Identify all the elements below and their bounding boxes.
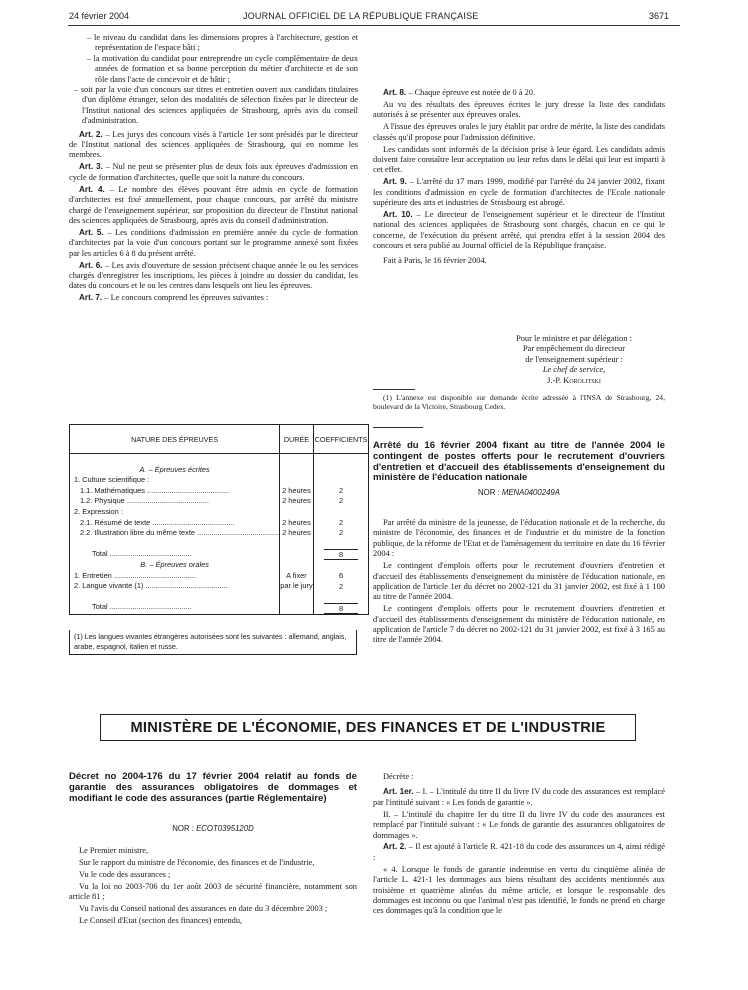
list-item: – le niveau du candidat dans les dimensions propres à l'architecture, gestion et représentation de l'espace bâti ;: [87, 33, 358, 53]
article-8: Art. 8. – Chaque épreuve est notée de 0 à 20.: [383, 88, 536, 97]
paragraph: Par arrêté du ministre de la jeunesse, de l'éducation nationale et de la recherche, du ministre de l'économie, des finances et de l'industrie et du ministre de la fonction publique, de la réforme de l'Etat et de l'aménagement du territoire en date du 16 février 2004 :: [373, 518, 665, 559]
table-cell-coef: [314, 454, 369, 465]
table-cell-duree: [280, 560, 312, 571]
page-header: [0, 7, 748, 23]
table-cell-nature: 1. Entretien ........................................: [74, 570, 196, 580]
table-cell-duree: 2 heures: [282, 528, 311, 538]
signature-block: [492, 334, 656, 386]
table-cell-coef: 2: [338, 581, 344, 591]
paragraph: Vu l'avis du Conseil national des assurances en date du 3 décembre 2003 ;: [79, 904, 328, 914]
table-cell-coef: 6: [338, 570, 344, 580]
article-5: Art. 5. – Les conditions d'admission en première année du cycle de formation d'architectes par la voie d'un concours portant sur le programme annexé sont fixées par les articles 6 à 8 du présent arrêté.: [69, 227, 358, 258]
table-cell-duree: [280, 454, 312, 465]
paragraph: Au vu des résultats des épreuves écrites le jury dresse la liste des candidats autorisés à se présenter aux épreuves orales.: [373, 99, 665, 120]
paragraph: « 4. Lorsque le fonds de garantie indemnise en vertu du cinquième alinéa de l'article L. 421-1 les dommages aux biens résultant des accidents mentionnés aux troisième et quatrième alinéas du même article, et lorsque le responsable des dommages est inconnu ou que l'animal n'est pas identifié, le fonds ne prend en charge ces dommages qu'à la condition que le: [373, 864, 665, 916]
table-cell-duree: [280, 539, 312, 550]
table-cell-duree: [280, 592, 312, 603]
table-header-duree: DURÉE: [280, 425, 313, 454]
exam-table: [69, 424, 369, 615]
arrete-body: [373, 518, 665, 647]
left-column-text: [69, 33, 358, 305]
table-cell-coef: 2: [338, 517, 344, 527]
table-cell-nature: [70, 592, 279, 603]
table-cell-coef: [314, 475, 369, 486]
table-cell-nature: A. – Épreuves écrites: [139, 464, 210, 474]
right-column-text: [373, 88, 665, 268]
table-cell-duree: [280, 507, 312, 518]
annex-note: (1) L'annexe est disponible sur demande écrite adressée à l'INSA de Strasbourg, 24, boulevard de la Victoire, Strasbourg Cedex.: [373, 393, 665, 412]
article-2: Art. 2. – Les jurys des concours visés à l'article 1er sont présidés par le directeur de l'Institut national des sciences appliquées de Strasbourg, qui en nomme les membres.: [69, 129, 358, 160]
decret-body: [69, 846, 357, 928]
article-2-decret: Art. 2. – Il est ajouté à l'article R. 421-18 du code des assurances un 4, ainsi rédigé :: [373, 842, 665, 862]
article-9: Art. 9. – L'arrêté du 17 mars 1999, modifié par l'arrêté du 24 janvier 2002, fixant les conditions d'admission en cycle de formation d'architectes de l'Ecole nationale supérieure des arts et industries de Strasbourg est abrogé.: [373, 177, 665, 208]
header-journal-title: JOURNAL OFFICIEL DE LA RÉPUBLIQUE FRANÇAISE: [243, 11, 479, 21]
decret-right-body: [373, 772, 665, 918]
table-cell-duree: [280, 549, 312, 560]
paragraph: Les candidats sont informés de la décision prise à leur égard. Les candidats admis doivent faire connaître leur acceptation ou leur refus dans le délai qui leur est imparti à cet effet.: [373, 144, 665, 175]
signed-at: Fait à Paris, le 16 février 2004.: [383, 255, 487, 265]
paragraph: Le Conseil d'Etat (section des finances) entendu,: [79, 915, 243, 925]
article-3: Art. 3. – Nul ne peut se présenter plus de deux fois aux épreuves d'admission en cycle de formation d'architectes, quelle que soit la nature du concours.: [69, 162, 358, 182]
table-cell-coef: [314, 592, 369, 603]
table-cell-coef: 2: [338, 496, 344, 506]
table-header-coefficients: COEFFICIENTS: [313, 425, 369, 454]
paragraph: Le contingent d'emplois offerts pour le recrutement d'ouvriers d'entretien et d'accueil des établissements d'enseignement du ministère de l'éducation nationale, en application de l'article 1er du décret no 2002-121 du 31 janvier 2002, est fixé à 1 100 au titre de l'année 2004.: [373, 561, 665, 602]
table-cell-coef: 8: [324, 549, 359, 560]
table-header-nature: NATURE DES ÉPREUVES: [70, 425, 280, 454]
table-cell-coef: [314, 539, 369, 550]
duree-column: [280, 454, 312, 613]
header-date: 24 février 2004: [69, 11, 130, 21]
article-6: Art. 6. – Les avis d'ouverture de session précisent chaque année le ou les services chargés d'enregistrer les inscriptions, les pièces à joindre au dossier du candidat, les dates du concours et le ou les centres dans lesquels ont lieu les épreuves.: [69, 260, 358, 291]
article-4: Art. 4. – Le nombre des élèves pouvant être admis en cycle de formation d'architectes est fixé annuellement, pour chaque concours, par arrêté du ministre chargé de l'enseignement supérieur, sur proposition du directeur de l'Institut national des sciences appliquées de Strasbourg, après avis du conseil d'administration.: [69, 184, 358, 225]
article-7: Art. 7. – Le concours comprend les épreuves suivantes :: [79, 293, 269, 303]
table-cell-coef: 2: [338, 485, 344, 495]
table-cell-nature: [70, 539, 279, 550]
signature-line: Par empêchement du directeur: [522, 344, 626, 354]
table-cell-nature: 1.2. Physique ........................................: [80, 496, 209, 506]
table-cell-coef: [314, 465, 369, 476]
table-cell-duree: [280, 475, 312, 486]
list-item: – la motivation du candidat pour entreprendre un cycle complémentaire de deux années de formation et sa bonne perception du métier d'architecte et de son rôle dans l'acte de concevoir et de bâtir ;: [87, 53, 358, 84]
paragraph: Sur le rapport du ministre de l'économie, des finances et de l'industrie,: [79, 857, 315, 867]
table-cell-nature: 2. Expression :: [74, 506, 123, 516]
table-cell-nature: B. – Épreuves orales: [140, 559, 209, 569]
paragraph: Le contingent d'emplois offerts pour le recrutement d'ouvriers d'entretien et d'accueil des établissements d'enseignement du ministère de l'éducation nationale, en application de l'article 7 du décret no 2002-121 du 31 janvier 2002, est fixé à 3 165 au titre de l'année 2004.: [373, 604, 665, 645]
table-cell-duree: 2 heures: [282, 485, 311, 495]
table-cell-nature: Total ........................................: [92, 602, 192, 612]
nature-column: [70, 454, 279, 613]
signature-line: de l'enseignement supérieur :: [525, 354, 623, 364]
header-rule: [68, 25, 680, 26]
table-cell-nature: 1.1. Mathématiques ........................................: [80, 485, 230, 495]
table-cell-nature: 1. Culture scientifique :: [74, 475, 150, 485]
arrete-nor: NOR : MENA0400249A: [478, 488, 560, 497]
table-cell-coef: [314, 560, 369, 571]
decrete-heading: Décrète :: [383, 772, 414, 781]
paragraph: A l'issue des épreuves orales le jury établit par ordre de mérite, la liste des candidats classés qu'il propose pour l'admission définitive.: [373, 122, 665, 142]
table-cell-duree: [280, 465, 312, 476]
arrete-title: Arrêté du 16 février 2004 fixant au titre de l'année 2004 le contingent de postes offerts pour le recrutement d'ouvriers d'entretien et d'accueil des établissements d'enseignement du ministère de l'éducation nationale: [373, 440, 665, 484]
table-cell-duree: [280, 602, 312, 613]
table-cell-nature: Total ........................................: [92, 549, 192, 559]
table-cell-nature: 2. Langue vivante (1) ........................................: [74, 581, 228, 591]
table-cell-duree: par le jury: [280, 581, 313, 591]
signature-line: Le chef de service,: [542, 365, 606, 375]
article-10: Art. 10. – Le directeur de l'enseignement supérieur et le directeur de l'Institut national des sciences appliquées de Strasbourg sont chargés, chacun en ce qui le concerne, de l'exécution du présent arrêté, qui prendra effet à la session 2004 des concours et sera publié au Journal officiel de la République française.: [373, 209, 665, 251]
decret-nor: NOR : ECOT0395120D: [172, 824, 254, 833]
table-cell-coef: 8: [324, 603, 359, 614]
coef-column: [314, 454, 369, 614]
paragraph: Vu la loi no 2003-706 du 1er août 2003 de sécurité financière, notamment son article 81 ;: [69, 881, 357, 902]
table-cell-duree: 2 heures: [282, 496, 311, 506]
article-1: Art. 1er. – I. – L'intitulé du titre II du livre IV du code des assurances est remplacé par l'intitulé suivant : « Les fonds de garantie ».: [373, 787, 665, 807]
table-cell-duree: A fixer: [286, 570, 307, 580]
table-cell-nature: [70, 454, 279, 465]
section-rule: [373, 427, 423, 428]
signatory-name: J.-P. Korolitski: [547, 375, 601, 385]
table-cell-coef: [314, 507, 369, 518]
table-footnote: (1) Les langues vivantes étrangères autorisées sont les suivantes : allemand, anglais, arabe, espagnol, italien et russe.: [69, 630, 357, 655]
list-item: – soit par la voie d'un concours sur titres et entretien ouvert aux candidats titulaires d'un diplôme étranger, selon des modalités de sélection fixées par le directeur de l'Institut national des sciences appliquées de Strasbourg, après avis du conseil d'administration.: [74, 85, 358, 126]
paragraph: II. – L'intitulé du chapitre Ier du titre II du livre IV du code des assurances est remplacé par l'intitulé suivant : « Le fonds de garantie des assurances obligatoires de dommages ».: [373, 809, 665, 840]
table-cell-duree: 2 heures: [282, 517, 311, 527]
table-cell-nature: 2.2. Illustration libre du même texte ........................................: [80, 528, 280, 538]
footnote-rule: [373, 389, 415, 390]
paragraph: Vu le code des assurances ;: [79, 869, 171, 879]
signature-line: Pour le ministre et par délégation :: [516, 334, 632, 343]
table-cell-nature: 2.1. Résumé de texte ........................................: [80, 517, 235, 527]
paragraph: Le Premier ministre,: [79, 846, 149, 855]
header-page-number: 3671: [649, 11, 670, 21]
table-cell-coef: 2: [338, 528, 344, 538]
decret-title: Décret no 2004-176 du 17 février 2004 relatif au fonds de garantie des assurances obligatoires de dommages et modifiant le code des assurances (partie Réglementaire): [69, 771, 357, 804]
ministry-banner: MINISTÈRE DE L'ÉCONOMIE, DES FINANCES ET DE L'INDUSTRIE: [100, 714, 636, 741]
